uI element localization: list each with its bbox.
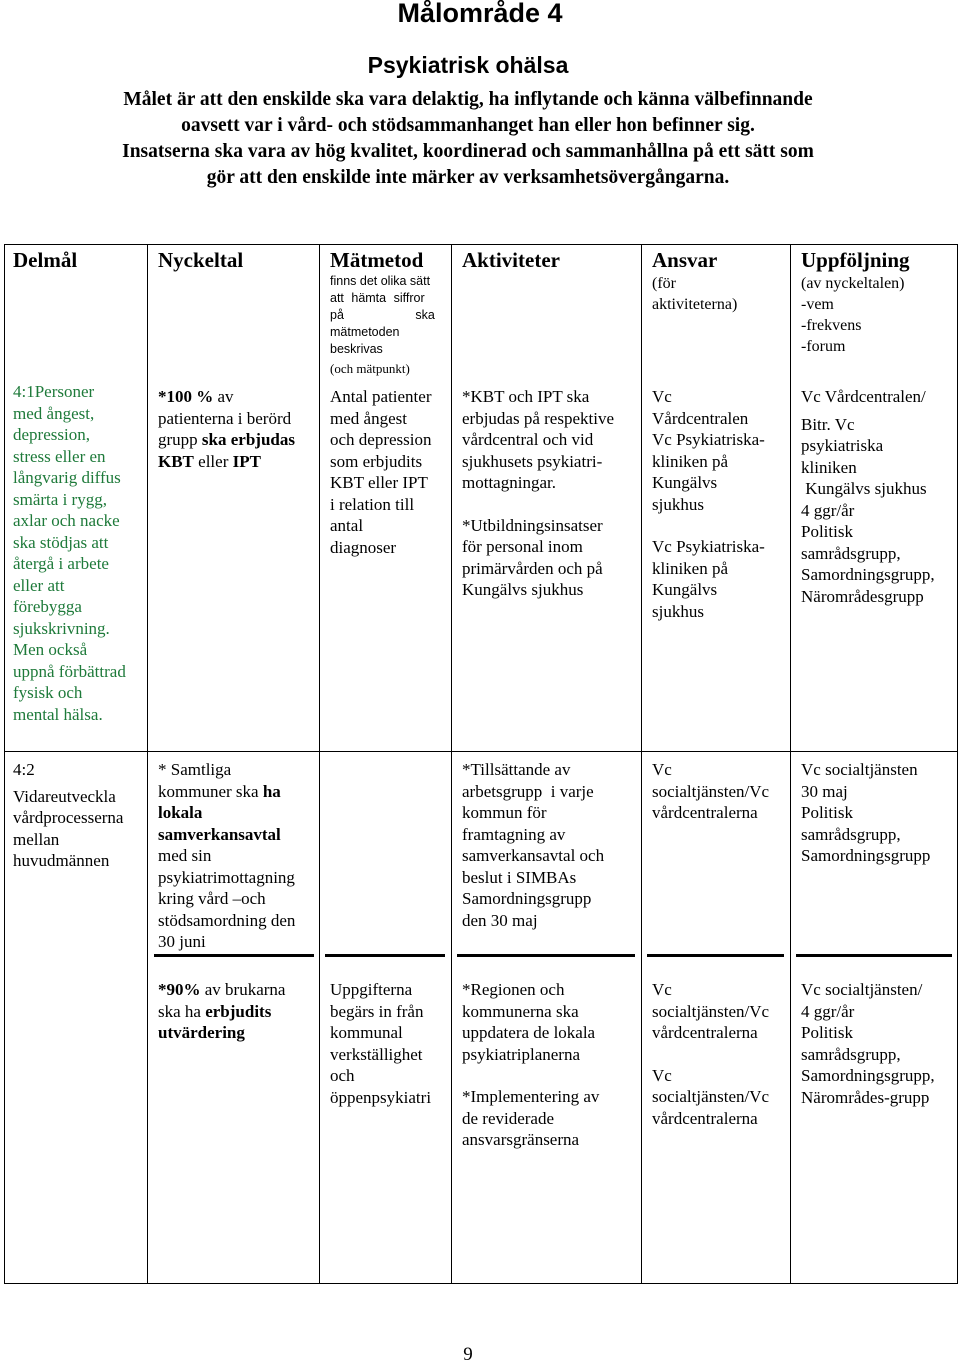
text-span: av [213,387,234,406]
text-line: Samordningsgrupp [462,889,592,908]
intro-text [40,87,896,191]
text-line: lokala [158,803,203,822]
text-span: kommuner ska [158,781,263,801]
text-line: kommunal [330,1023,403,1042]
text-line: socialtjänsten/Vc [652,781,770,801]
text-line: Vc socialtjänsten/ [801,980,923,999]
row3-aktiviteter [462,979,599,1151]
text-span: ha [262,781,281,801]
table-divider [451,244,452,1284]
row2-nyckeltal [158,759,295,953]
text-line: Kungälvs sjukhus [462,580,584,599]
matmetod-note: mätmetoden [330,325,400,339]
text-line: de reviderade [462,1108,555,1128]
row1-delmal [13,381,126,725]
text-line: verkställighet [330,1044,423,1064]
text-line: återgå i arbete [13,554,109,573]
text-line: *Implementering av [462,1087,600,1106]
text-line: öppenpsykiatri [330,1087,432,1107]
text-line: stress eller en [13,446,106,466]
matmetod-note: (och mätpunkt) [330,361,410,376]
header-nyckeltal: Nyckeltal [158,248,244,272]
text-line: Vc Psykiatriska- [652,537,765,556]
text-line: framtagning av [462,824,566,844]
text-line: vårdcentral och vid [462,430,594,449]
header-delmal: Delmål [13,248,78,272]
ansvar-sub: aktiviteterna) [652,296,738,313]
uppfoljning-sub: -forum [801,338,846,355]
text-line: axlar och nacke [13,511,120,530]
text-line: Närområdes-grupp [801,1087,930,1107]
header-aktiviteter: Aktiviteter [462,248,560,272]
text-line: diagnoser [330,537,397,557]
table-divider [641,244,642,1284]
text-line: med ångest [330,408,407,428]
text-line: psykiatriplanerna [462,1044,581,1064]
row2-ansvar [652,759,769,824]
matmetod-note: beskrivas [330,342,383,356]
table-divider [325,954,445,957]
text-line: vårdcentralerna [652,1108,758,1128]
text-line: Samordningsgrupp, [801,565,935,584]
text-line: vårdcentralerna [652,1023,758,1042]
text-span: IPT [232,451,261,471]
text-line: Vidareutveckla [13,786,116,806]
text-line: 4 ggr/år [801,1001,855,1021]
text-line: och depression [330,430,432,449]
text-line: smärta i rygg, [13,489,107,509]
row2-aktiviteter [462,759,604,931]
text-line: Samordningsgrupp [801,846,931,865]
text-line: Vc socialtjänsten [801,760,918,779]
text-line: med sin [158,846,212,865]
text-span: *90% [158,980,201,999]
text-line: Vc Vårdcentralen/ [801,387,926,406]
header-ansvar: Ansvar [652,248,718,272]
intro-line: Målet är att den enskilde ska vara delaktig, ha inflytande och känna välbefinnande [123,89,813,110]
text-line: Vc [652,1065,672,1085]
header-matmetod: Mätmetod [330,248,424,272]
text-line: som erbjudits [330,451,423,471]
text-line: antal [330,516,364,535]
text-line: Kungälvs sjukhus [801,479,927,498]
text-line: långvarig diffus [13,468,121,487]
text-line: den 30 maj [462,910,538,930]
table-divider [457,954,635,957]
table-divider [147,244,148,1284]
matmetod-note: finns det olika sätt [330,274,431,288]
text-line: sjukskrivning. [13,618,110,638]
text-line: KBT eller IPT [330,473,428,492]
text-line: primärvården och på [462,558,603,578]
text-line: sjukhusets psykiatri- [462,451,603,471]
text-line: erbjudas på respektive [462,408,614,428]
table-divider [319,244,320,1284]
ansvar-sub: (för [652,275,676,292]
header-matmetod-cell [330,247,442,377]
text-line: kring vård –och [158,889,266,908]
text-line: eller att [13,575,65,595]
row3-nyckeltal [158,979,285,1044]
text-span: eller [193,451,233,471]
text-span: ska ha [158,1001,206,1021]
header-uppfoljning-cell [801,247,910,357]
text-line: *Utbildningsinsatser [462,515,603,535]
text-line: 30 maj [801,781,848,801]
text-line: * Samtliga [158,760,232,779]
row3-ansvar [652,979,769,1129]
text-line: samrådsgrupp, [801,543,901,563]
text-line: kommun för [462,803,547,822]
text-line: Bitr. Vc [801,414,855,434]
text-line: samverkansavtal [158,824,281,844]
uppfoljning-sub: -vem [801,296,834,313]
text-line: Politisk [801,803,853,822]
text-span: erbjudits [205,1001,272,1021]
text-line: sjukhus [652,601,704,621]
text-line: *Regionen och [462,980,565,999]
text-line: för personal inom [462,537,583,556]
row1-ansvar [652,386,765,622]
text-line: Samordningsgrupp, [801,1066,935,1085]
text-line: mottagningar. [462,473,556,492]
text-line: Kungälvs [652,473,718,492]
header-ansvar-cell [652,247,737,315]
text-line: Vc [652,980,672,999]
text-line: Vårdcentralen [652,408,749,428]
text-line: mellan [13,829,60,849]
text-line: Närområdesgrupp [801,586,924,606]
text-line: arbetsgrupp i varje [462,781,594,801]
table-divider [796,954,952,957]
table-divider [647,954,784,957]
text-line: Vc [652,387,672,406]
text-line: 4 ggr/år [801,500,855,520]
text-line: vårdprocesserna [13,808,124,827]
matmetod-note: på ska [330,308,435,322]
text-line: psykiatrimottagning [158,867,295,887]
text-line: uppdatera de lokala [462,1023,596,1042]
text-span: av brukarna [200,980,286,999]
text-line: psykiatriska [801,436,884,455]
row1-aktiviteter [462,386,614,601]
text-line: beslut i SIMBAs [462,867,577,887]
row1-uppfoljning [801,386,935,607]
text-line: kliniken på [652,558,729,578]
text-line: Vc Psykiatriska- [652,430,765,449]
text-line: 4:1Personer [13,382,95,401]
row3-matmetod [330,979,431,1108]
text-line: vårdcentralerna [652,803,758,822]
text-line: Vc [652,760,672,779]
row1-matmetod [330,386,432,558]
text-line: patienterna i berörd [158,408,292,428]
text-line: Kungälvs [652,580,718,599]
text-line: ansvarsgränserna [462,1130,580,1149]
intro-line: Insatserna ska vara av hög kvalitet, koordinerad och sammanhållna på ett sätt som [122,141,814,162]
text-line: mental hälsa. [13,704,103,724]
text-line: *Tillsättande av [462,760,571,779]
text-span: KBT [158,451,194,471]
uppfoljning-sub: -frekvens [801,317,862,334]
text-line: och [330,1066,355,1085]
text-line: samrådsgrupp, [801,824,901,844]
text-span: ska erbjudas [201,430,295,449]
text-line: samrådsgrupp, [801,1044,901,1064]
text-line: 4:2 [13,760,35,779]
text-line: 30 juni [158,932,206,951]
text-line: Uppgifterna [330,980,413,999]
text-line: kliniken på [652,451,729,471]
text-line: stödsamordning den [158,910,296,930]
text-line: socialtjänsten/Vc [652,1087,770,1106]
text-line: kliniken [801,457,857,477]
text-line: Politisk [801,522,853,541]
text-line: fysisk och [13,683,83,702]
matmetod-note: att hämta siffror [330,291,425,305]
page-title: Målområde 4 [397,0,563,28]
text-line: utvärdering [158,1023,245,1042]
table-divider [4,751,958,752]
text-line: förebygga [13,597,82,616]
text-line: Antal patienter [330,387,432,406]
row2-uppfoljning [801,759,930,867]
text-line: huvudmännen [13,851,110,870]
intro-line: gör att den enskilde inte märker av verksamhetsövergångarna. [206,167,730,188]
text-line: ska stödjas att [13,532,109,552]
text-line: i relation till [330,494,415,514]
text-line: Politisk [801,1023,853,1042]
text-line: samverkansavtal och [462,846,605,865]
text-line: kommunerna ska [462,1001,579,1021]
text-line: sjukhus [652,494,704,514]
row2-delmal [13,759,123,872]
uppfoljning-sub: (av nyckeltalen) [801,275,905,292]
text-line: *KBT och IPT ska [462,387,590,406]
header-uppfoljning: Uppföljning [801,248,910,272]
page-number: 9 [463,1344,473,1365]
text-span: *100 % [158,387,214,406]
row1-nyckeltal [158,386,295,472]
text-line: Men också [13,640,88,659]
table-divider [790,244,791,1284]
text-line: socialtjänsten/Vc [652,1001,770,1021]
text-span: grupp [158,430,202,449]
table-divider [154,954,314,957]
text-line: depression, [13,425,90,444]
row3-uppfoljning [801,979,935,1108]
text-line: med ångest, [13,403,95,423]
text-line: uppnå förbättrad [13,661,126,681]
page-subtitle: Psykiatrisk ohälsa [367,52,569,78]
text-line: begärs in från [330,1001,424,1021]
intro-line: oavsett var i vård- och stödsammanhanget han eller hon befinner sig. [181,115,755,136]
